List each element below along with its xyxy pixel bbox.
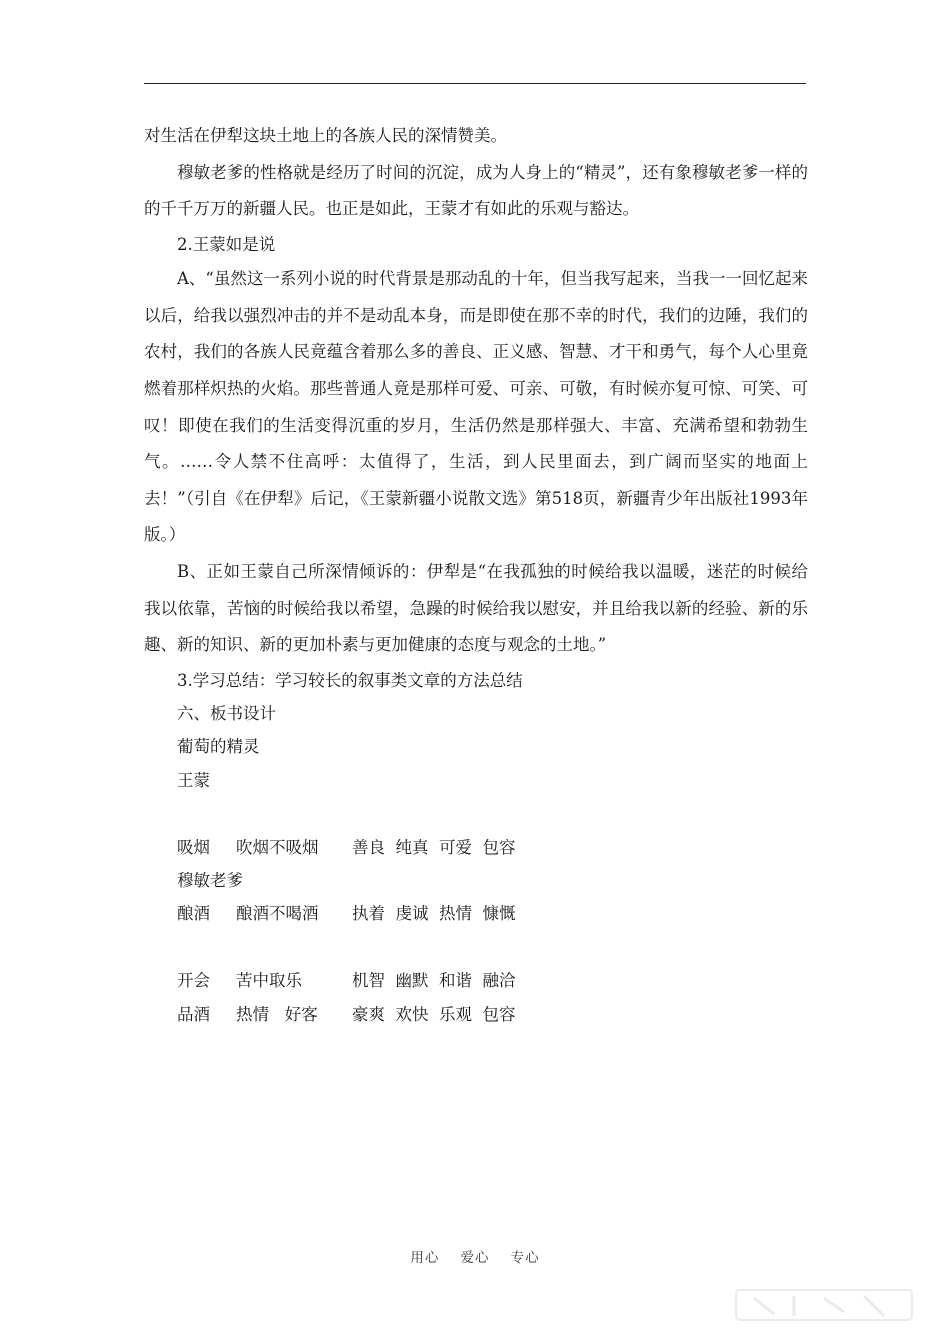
board-author: 王蒙 bbox=[177, 770, 210, 790]
paragraph-continuation: 对生活在伊犁这块土地上的各族人民的深情赞美。 bbox=[144, 126, 507, 145]
board-traits: 机智 幽默 和谐 融洽 bbox=[352, 971, 516, 991]
board-row bbox=[144, 831, 808, 864]
board-act: 品酒 bbox=[177, 1004, 210, 1024]
paragraph-mumin-character: 穆敏老爹的性格就是经历了时间的沉淀，成为人身上的“精灵”，还有象穆敏老爹一样的的千千万万的新疆人民。也正是如此，王蒙才有如此的乐观与豁达。 bbox=[144, 162, 808, 219]
board-act: 吸烟 bbox=[177, 837, 210, 857]
board-spacer bbox=[144, 797, 808, 830]
board-traits: 善良 纯真 可爱 包容 bbox=[352, 837, 516, 857]
board-title: 葡萄的精灵 bbox=[177, 737, 260, 757]
paragraph-quote-a: A、“虽然这一系列小说的时代背景是那动乱的十年，但当我写起来，当我一一回忆起来以后，给我以强烈冲击的并不是动乱本身，而是即使在那不幸的时代，我们的边陲，我们的农村，我们的各族人民竟蕴含着那么多的善良、正义感、智慧、才干和勇气，每个人心里竟燃着那样炽热的火焰。那些普通人竟是那样可爱、可亲、可敬，有时候亦复可惊、可笑、可叹！即使在我们的生活变得沉重的岁月，生活仍然是那样强大、丰富、充满希望和勃勃生气。……令人禁不住高呼：太值得了，生活，到人民里面去，到广阔而坚实的地面上去！”（引自《在伊犁》后记，《王蒙新疆小说散文选》第518页，新疆青少年出版社1993年版。） bbox=[144, 269, 808, 545]
heading-study-summary: 3.学习总结：学习较长的叙事类文章的方法总结 bbox=[177, 670, 523, 690]
board-act: 酿酒 bbox=[177, 904, 210, 924]
board-character-row bbox=[144, 864, 808, 897]
board-detail: 酿酒不喝酒 bbox=[236, 904, 319, 924]
heading-board-design: 六、板书设计 bbox=[177, 704, 276, 724]
document-body bbox=[144, 118, 808, 1031]
board-row bbox=[144, 998, 808, 1031]
board-detail: 吹烟不吸烟 bbox=[236, 837, 319, 857]
page-footer: 用心 爱心 专心 bbox=[410, 1250, 540, 1266]
watermark-logo bbox=[734, 1284, 914, 1326]
heading-wangmeng-says: 2.王蒙如是说 bbox=[177, 234, 276, 254]
board-row bbox=[144, 897, 808, 930]
board-character: 穆敏老爹 bbox=[177, 871, 243, 891]
board-detail: 热情 好客 bbox=[236, 1004, 318, 1024]
board-row bbox=[144, 964, 808, 997]
paragraph-quote-b: B、正如王蒙自己所深情倾诉的：伊犁是“在我孤独的时候给我以温暖，迷茫的时候给我以依靠，苦恼的时候给我以希望，急躁的时候给我以慰安，并且给我以新的经验、新的乐趣、新的知识、新的更加朴素与更加健康的态度与观念的土地。” bbox=[144, 561, 808, 655]
board-detail: 苦中取乐 bbox=[236, 971, 302, 991]
board-traits: 执着 虔诚 热情 慷慨 bbox=[352, 904, 516, 924]
board-spacer bbox=[144, 931, 808, 964]
header-rule bbox=[144, 83, 806, 84]
board-traits: 豪爽 欢快 乐观 包容 bbox=[352, 1004, 516, 1024]
board-act: 开会 bbox=[177, 971, 210, 991]
